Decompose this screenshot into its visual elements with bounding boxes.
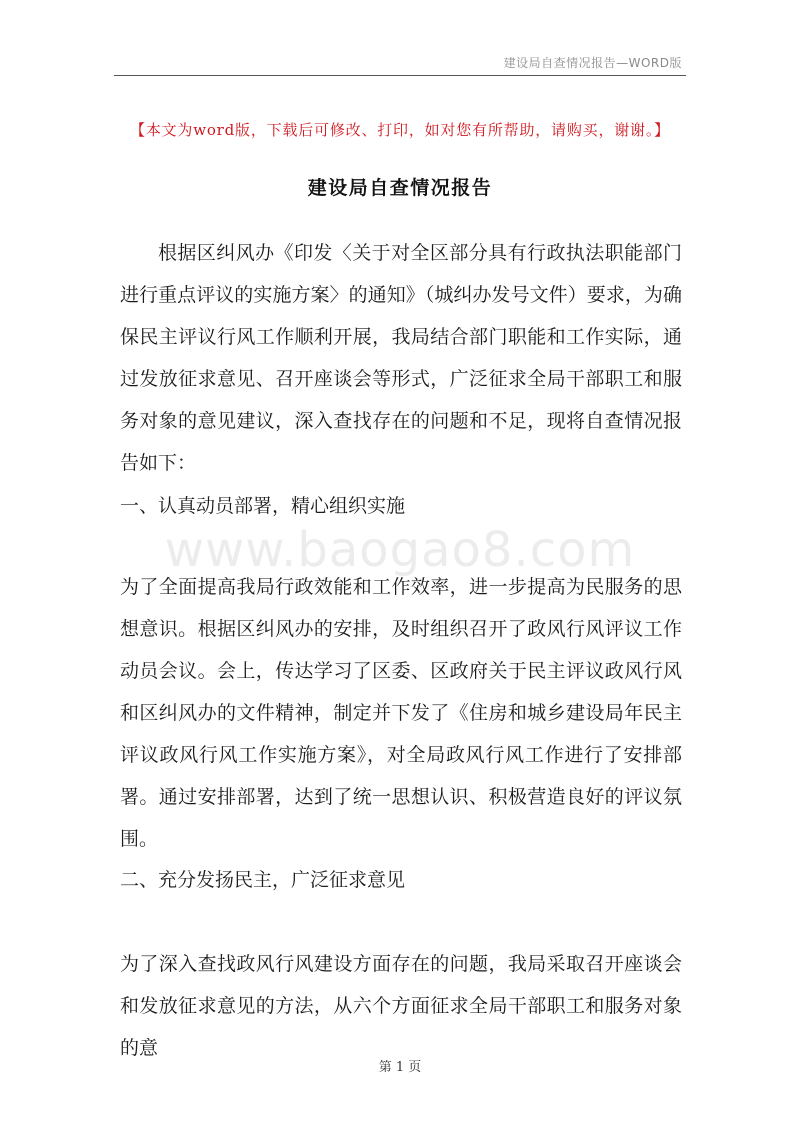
section-2-paragraph: 为了深入查找政风行风建设方面存在的问题，我局采取召开座谈会和发放征求意见的方法，从六个方面征求全局干部职工和服务对象的意 [120,953,682,1059]
section-2-heading: 二、充分发扬民主，广泛征求意见 [120,869,406,891]
running-header: 建设局自查情况报告—WORD版 [503,56,682,70]
section-1-paragraph: 为了全面提高我局行政效能和工作效率，进一步提高为民服务的思想意识。根据区纠风办的安排，及时组织召开了政风行风评议工作动员会议。会上，传达学习了区委、区政府关于民主评议政风行风和区纠风办的文件精神，制定并下发了《住房和城乡建设局年民主评议政风行风工作实施方案》，对全局政风行风工作进行了安排部署。通过安排部署，达到了统一思想认识、积极营造良好的评议氛围。 [120,576,682,850]
header-divider [114,75,686,76]
purchase-notice: 【本文为word版，下载后可修改、打印，如对您有所帮助，请购买，谢谢。】 [130,121,670,139]
section-1-heading: 一、认真动员部署，精心组织实施 [120,495,406,517]
watermark: www.baogao8.com [164,522,636,578]
intro-paragraph: 根据区纠风办《印发〈关于对全区部分具有行政执法职能部门进行重点评议的实施方案〉的通知》（城纠办发号文件）要求，为确保民主评议行风工作顺利开展，我局结合部门职能和工作实际，通过发放征求意见、召开座谈会等形式，广泛征求全局干部职工和服务对象的意见建议，深入查找存在的问题和不足，现将自查情况报告如下： [120,242,682,474]
page-number: 第 1 页 [378,1060,422,1075]
document-title: 建设局自查情况报告 [307,177,493,199]
